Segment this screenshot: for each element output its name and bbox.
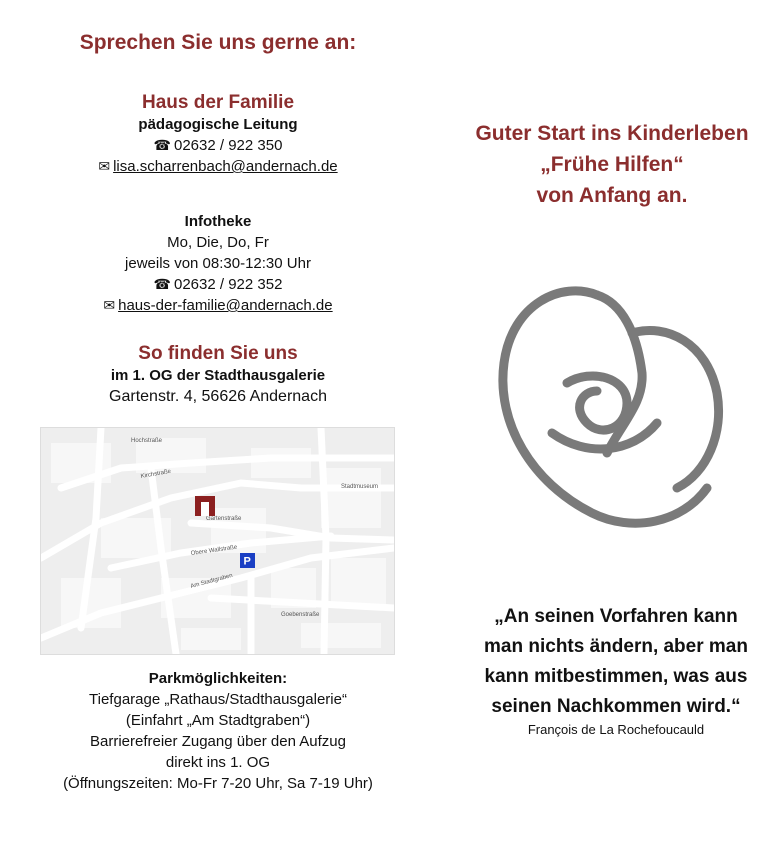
program-title-line3: von Anfang an.: [536, 184, 688, 207]
parking-line3: Barrierefreier Zugang über den Aufzug: [90, 733, 346, 750]
map-label-stadtmuseum: Stadtmuseum: [341, 484, 379, 490]
parking-line1: Tiefgarage „Rathaus/Stadthausgalerie“: [89, 691, 347, 708]
map-label-am-stadtgraben: Am Stadtgraben: [189, 572, 234, 590]
find-location: im 1. OG der Stadthausgalerie: [110, 367, 326, 384]
find-title: So finden Sie uns: [138, 343, 298, 364]
haus-subtitle: pädagogische Leitung: [138, 116, 298, 133]
quote-line1: „An seinen Vorfahren kann: [494, 606, 738, 627]
find-address: Gartenstr. 4, 56626 Andernach: [109, 388, 327, 405]
telephone-icon: ☎: [153, 137, 171, 153]
info-email-link[interactable]: haus-der-familie@andernach.de: [118, 297, 333, 314]
quote-line2: man nichts ändern, aber man: [484, 636, 748, 657]
quote-author: François de La Rochefoucauld: [527, 722, 705, 737]
mail-icon: ✉: [98, 158, 111, 174]
info-email-row[interactable]: [40, 295, 396, 316]
info-hours: jeweils von 08:30-12:30 Uhr: [125, 255, 311, 272]
location-map: [40, 427, 395, 655]
info-phone-row: [40, 274, 396, 295]
map-label-gartenstrasse: Gartenstraße: [206, 516, 242, 522]
info-title: Infotheke: [184, 213, 252, 230]
family-logo: [492, 283, 732, 533]
program-title: [462, 118, 762, 211]
parking-block: [40, 668, 396, 794]
parking-marker: [240, 553, 255, 568]
haus-title: Haus der Familie: [141, 92, 295, 113]
haus-email-link[interactable]: lisa.scharrenbach@andernach.de: [113, 158, 338, 175]
telephone-icon: ☎: [153, 276, 171, 292]
parking-line2: (Einfahrt „Am Stadtgraben“): [125, 712, 311, 729]
mail-icon: ✉: [103, 297, 116, 313]
destination-marker: [195, 496, 215, 516]
map-label-kirchstrasse: Kirchstraße: [140, 468, 172, 480]
infotheke-block: [40, 211, 396, 316]
program-title-line2: „Frühe Hilfen“: [540, 153, 684, 176]
quote-line4: seinen Nachkommen wird.“: [491, 696, 741, 717]
parking-line5: (Öffnungszeiten: Mo-Fr 7-20 Uhr, Sa 7-19 Uhr): [63, 775, 373, 792]
map-graphic: [41, 428, 394, 654]
haus-phone-row: [40, 135, 396, 156]
quote: [466, 602, 766, 722]
map-label-hochstrasse: Hochstraße: [131, 438, 163, 444]
svg-text:P: P: [243, 555, 251, 568]
find-us-block: [40, 343, 396, 407]
quote-line3: kann mitbestimmen, was aus: [484, 666, 748, 687]
info-days: Mo, Die, Do, Fr: [167, 234, 269, 251]
parking-line4: direkt ins 1. OG: [165, 754, 271, 771]
map-label-obere-wallstrasse: Obere Wallstraße: [190, 544, 238, 557]
haus-email-row[interactable]: [40, 156, 396, 177]
haus-phone: 02632 / 922 350: [174, 137, 283, 154]
parking-title: Parkmöglichkeiten:: [148, 670, 288, 687]
map-label-goebenstrasse: Goebenstraße: [281, 612, 320, 618]
haus-der-familie-block: [40, 92, 396, 177]
program-title-line1: Guter Start ins Kinderleben: [475, 122, 749, 145]
info-phone: 02632 / 922 352: [174, 276, 283, 293]
contact-heading: Sprechen Sie uns gerne an:: [79, 31, 357, 54]
